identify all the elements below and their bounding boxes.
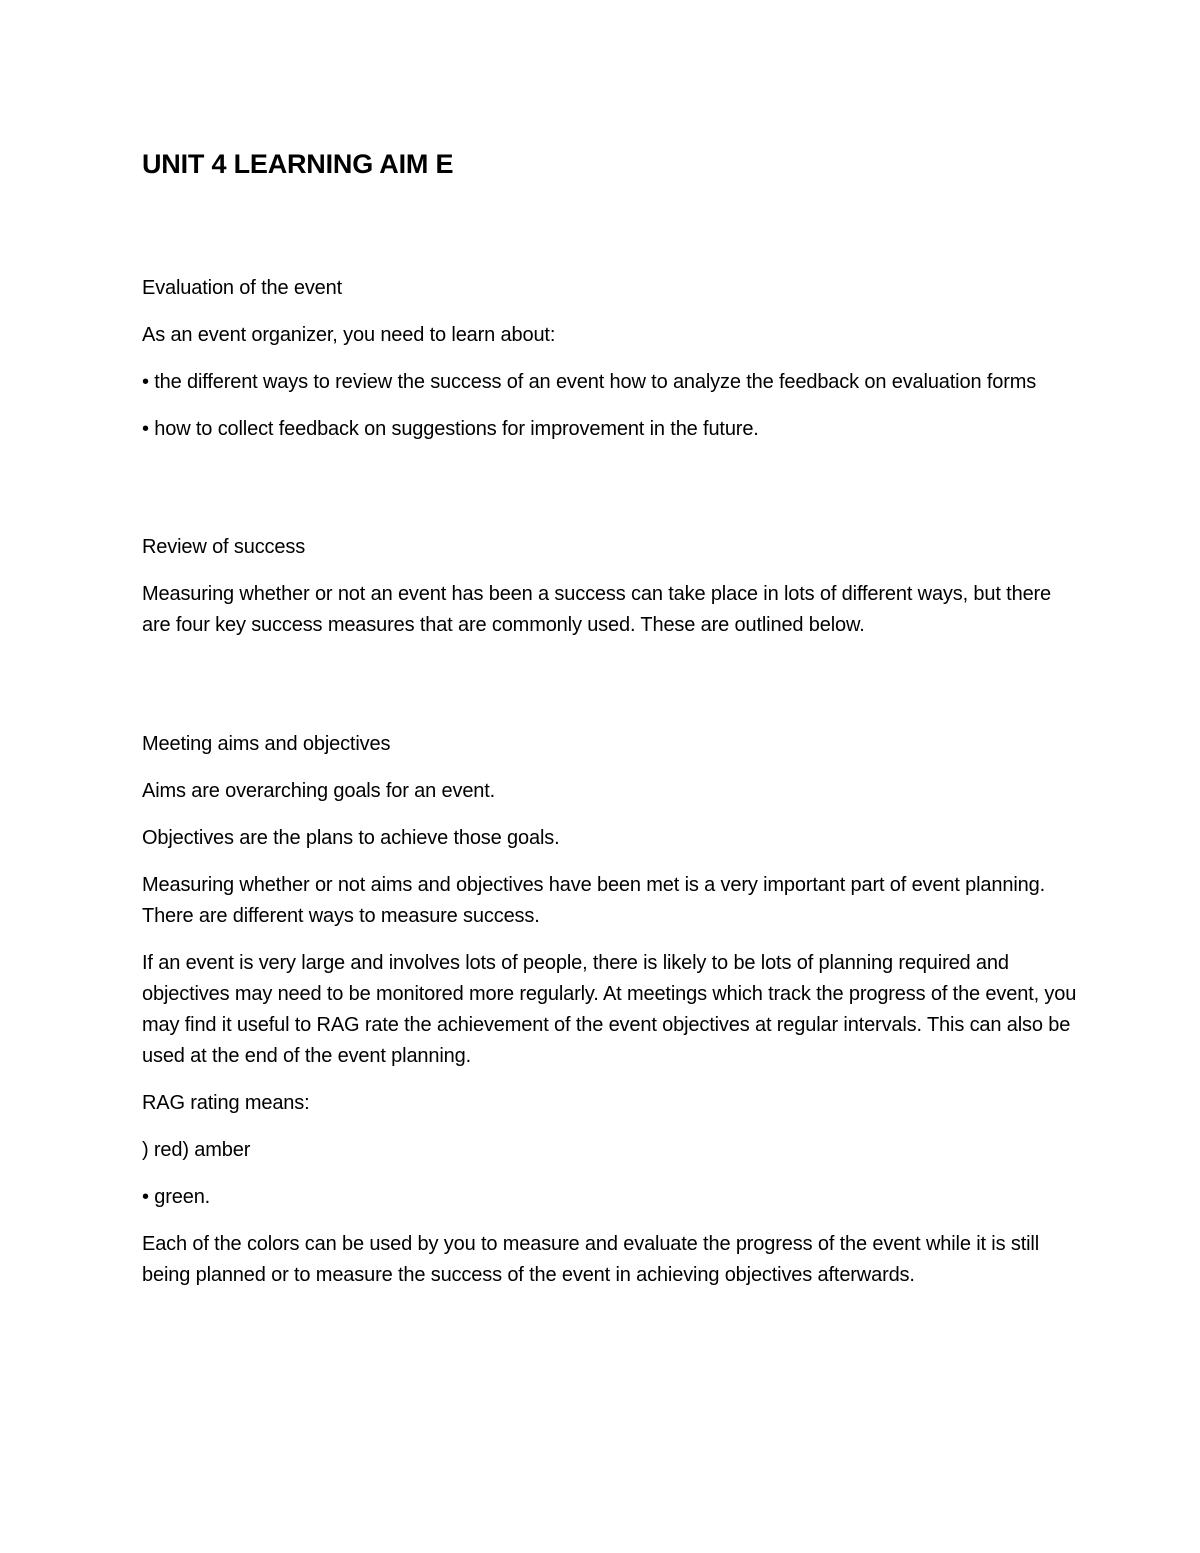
- rag-green-item: • green.: [142, 1186, 211, 1208]
- bullet-review-ways: • the different ways to review the success of an event how to analyze the feedback on evaluation forms: [142, 371, 1037, 393]
- aims-paragraph: Aims are overarching goals for an event.: [142, 780, 496, 802]
- colors-paragraph: Each of the colors can be used by you to measure and evaluate the progress of the event while it is still being planned or to measure the success of the event in achieving objectives afterwards.: [142, 1233, 1039, 1286]
- document-body: [142, 145, 1082, 1291]
- section-heading-evaluation: Evaluation of the event: [142, 277, 343, 299]
- bullet-collect-feedback: • how to collect feedback on suggestions for improvement in the future.: [142, 418, 759, 440]
- rag-rating-paragraph: RAG rating means:: [142, 1092, 310, 1114]
- section-heading-aims: Meeting aims and objectives: [142, 733, 391, 755]
- objectives-paragraph: Objectives are the plans to achieve those goals.: [142, 827, 560, 849]
- measuring-paragraph: Measuring whether or not aims and objectives have been met is a very important part of event planning. There are different ways to measure success.: [142, 874, 1045, 927]
- document-title: UNIT 4 LEARNING AIM E: [142, 149, 454, 179]
- rag-red-amber-item: ) red) amber: [142, 1139, 251, 1161]
- section-heading-review: Review of success: [142, 536, 306, 558]
- intro-paragraph: As an event organizer, you need to learn about:: [142, 324, 556, 346]
- review-paragraph: Measuring whether or not an event has been a success can take place in lots of different ways, but there are four key success measures that are commonly used. These are outlined below.: [142, 583, 1052, 636]
- large-event-paragraph: If an event is very large and involves lots of people, there is likely to be lots of planning required and objectives may need to be monitored more regularly. At meetings which track the progress of the event, you may find it useful to RAG rate the achievement of the event objectives at regular intervals. This can also be used at the end of the event planning.: [142, 952, 1077, 1067]
